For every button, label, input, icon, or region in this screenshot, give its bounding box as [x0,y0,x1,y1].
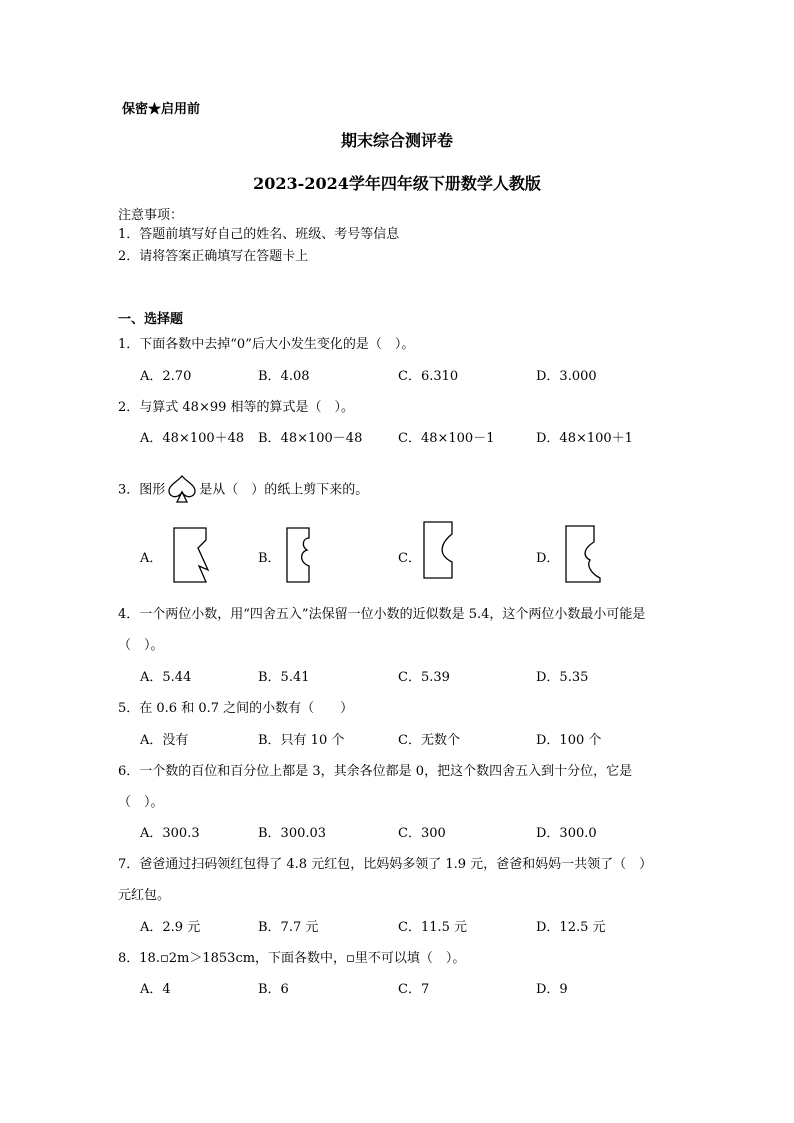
question-7-stem: 7．爸爸通过扫码领红包得了 4.8 元红包，比妈妈多领了 1.9 元，爸爸和妈妈一共领了（ ） [118,857,653,872]
spade-shape-figure [165,473,199,507]
question-1-stem: 1．下面各数中去掉“0”后大小发生变化的是（ ）。 [118,337,415,352]
question-7-stem-line2: 元红包。 [118,888,171,903]
question-3-stem-after: 是从（ ）的纸上剪下来的。 [199,482,369,498]
note-item: 1．答题前填写好自己的姓名、班级、考号等信息 [118,227,400,242]
option-b: B．6 [258,982,289,997]
option-d: D．300.0 [536,826,597,841]
option-a: A．300.3 [140,826,200,841]
folded-paper-a-figure [168,524,216,590]
question-6-stem-line2: （ ）。 [118,795,164,810]
option-a: A．没有 [140,733,189,748]
note-item: 2．请将答案正确填写在答题卡上 [118,249,309,264]
question-6-stem: 6．一个数的百位和百分位上都是 3，其余各位都是 0，把这个数四舍五入到十分位，它是 [118,764,633,779]
folded-paper-d-figure [560,522,606,590]
question-2-stem: 2．与算式 48×99 相等的算式是（ ）。 [118,400,355,415]
option-d: D． [536,551,560,566]
option-a: A．2.9 元 [140,920,201,935]
option-b: B．4.08 [258,369,310,384]
exam-subtitle: 2023-2024学年四年级下册数学人教版 [253,174,541,193]
option-b: B．48×100－48 [258,431,363,446]
question-3-stem-before: 3．图形 [118,482,166,498]
question-5-stem: 5．在 0.6 和 0.7 之间的小数有（ ） [118,701,354,716]
option-b: B．5.41 [258,670,310,685]
option-b: B． [258,551,281,566]
option-d: D．100 个 [536,733,602,748]
notes-heading: 注意事项： [118,208,184,223]
option-c: C．11.5 元 [398,920,468,935]
option-d: D．12.5 元 [536,920,606,935]
question-3-stem [118,473,368,507]
option-c: C． [398,551,421,566]
confidential-mark: 保密★启用前 [122,102,201,117]
option-d: D．5.35 [536,670,589,685]
question-4-stem: 4．一个两位小数，用“四舍五入”法保留一位小数的近似数是 5.4，这个两位小数最小可能是 [118,607,646,622]
option-c: C．7 [398,982,430,997]
option-b: B．只有 10 个 [258,733,345,748]
option-c: C．300 [398,826,446,841]
folded-paper-b-figure [283,524,323,590]
option-a: A．4 [140,982,171,997]
option-c: C．无数个 [398,733,460,748]
option-a: A．2.70 [140,369,192,384]
option-c: C．5.39 [398,670,450,685]
option-b: B．300.03 [258,826,327,841]
question-4-stem-line2: （ ）。 [118,638,164,653]
option-d: D．48×100＋1 [536,431,633,446]
option-c: C．48×100－1 [398,431,495,446]
question-8-stem: 8．18.▫2m＞1853cm，下面各数中，▫里不可以填（ ）。 [118,951,466,966]
exam-title: 期末综合测评卷 [340,131,453,150]
option-d: D．3.000 [536,369,597,384]
option-c: C．6.310 [398,369,459,384]
option-d: D．9 [536,982,568,997]
section-title: 一、选择题 [118,312,184,327]
folded-paper-c-figure [418,518,464,586]
option-a: A．48×100＋48 [140,431,245,446]
option-b: B．7.7 元 [258,920,319,935]
option-a: A． [140,551,163,566]
option-a: A．5.44 [140,670,192,685]
